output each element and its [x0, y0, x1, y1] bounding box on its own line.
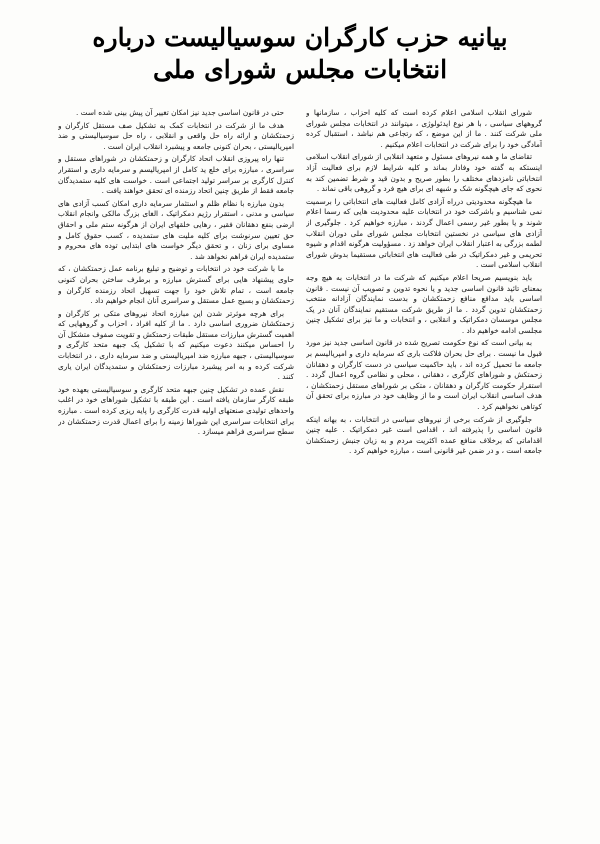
paragraph: به بیانی است که نوع حکومت تصریح شده در قانون اساسی جدید نیز مورد قبول ما نیست . برای حل بحران فلاکت باری که سرمایه داری و امپریالیسم بر جامعه ما تحمیل کرده اند ، باید حاکمیت سیاسی در دست کارگران و دهقانان زحمتکش و شوراهای کارگری ، دهقانی ، محلی و نظامی گروه اعمال گردد . استقرار حکومت کارگران و دهقانان ، متکی بر شوراهای مستقل زحمتکشان ، هدف اساسی انقلاب ایران است و ما از وظایف خود در مبارزه برای تحقق آن کوتاهی نخواهیم کرد .: [306, 338, 542, 412]
right-column: [306, 108, 542, 820]
document-title: [40, 22, 560, 86]
body-columns: [58, 108, 542, 820]
left-column: [58, 108, 294, 820]
paragraph: هدف ما از شرکت در انتخابات کمک به تشکیل صف مستقل کارگران و زحمتکشان و ارائه راه حل واقعی و انقلابی ، راه حل سوسیالیستی و ضد امپریالیستی ، بحران کنونی جامعه و پیشبرد انقلاب ایران است .: [58, 120, 294, 151]
paragraph: شورای انقلاب اسلامی اعلام کرده است که کلیه احزاب ، سازمانها و گروههای سیاسی ، با هر نوع ایدئولوژی ، میتوانند در انتخابات مجلس شورای ملی شرکت کنند . ما از این موضع ، که رتجاعی هم نباشد ، استقبال کرده آمادگی خود را برای شرکت در انتخابات اعلام میکنیم .: [306, 108, 542, 149]
paragraph: ما هیچگونه محدودیتی درراه آزادی کامل فعالیت های انتخاباتی را برسمیت نمی شناسیم و باشرکت خود در انتخابات علیه محدودیت هایی که رسما اعلام شوند و یا بطور غیر رسمی اعمال گردند ، مبارزه خواهیم کرد . جلوگیری از آزادی های سیاسی در نخستین انتخابات مجلس شورای ملی دوران انقلاب لطمه بزرگی به اعتبار انقلاب ایران خواهد زد . مسؤولیت هرگونه اقدام و شیوه تحریمی و غیر دمکراتیک در طی فعالیت های انتخاباتی مستقیما بدوش شورای انقلاب اسلامی است .: [306, 196, 542, 270]
paragraph: برای هرچه موثرتر شدن این مبارزه اتحاد نیروهای متکی بر کارگران و زحمتکشان ضروری اساسی دارد . ما از کلیه افراد ، احزاب و گروههایی که اهمیت گسترش مبارزات مستقل طبقات زحمتکش و تقویت صفوف متشکل آن را احساس میکنند دعوت میکنیم که با تشکیل یک جبهه متحد کارگری و سوسیالیستی ، جبهه مبارزه ضد امپریالیستی و ضد سرمایه داری ، در انتخابات شرکت کرده و به امر پیشبرد مبارزات زحمتکشان و ستمدیدگان ایران یاری کنند .: [58, 308, 294, 382]
paragraph: تنها راه پیروزی انقلاب اتحاد کارگران و زحمتکشان در شوراهای مستقل و سراسری ، مبارزه برای خلع ید کامل از امپریالیسم و سرمایه داری و استقرار کنترل کارگری بر سراسر تولید اجتماعی است . خواست های کلیه ستمدیدگان جامعه فقط از طریق چنین اتحاد رزمنده ای تحقق خواهند یافت .: [58, 154, 294, 196]
paragraph: بدون مبارزه با نظام ظلم و استثمار سرمایه داری امکان کسب آزادی های سیاسی و مدنی ، استقرار رژیم دمکراتیک ، الغای بزرگ مالکی وانجام انقلاب ارضی بنفع دهقانان فقیر ، رهایی خلقهای ایران از هرگونه ستم ملی و احقاق حق تعیین سرنوشت برای کلیه ملیت های ستمدیده ، کسب حقوق کامل و مساوی برای زنان ، و تحقق دیگر خواست های ابتدایی توده های محروم و ستمدیده ایران فراهم نخواهد شد .: [58, 198, 294, 261]
title-line-1: بیانیه حزب کارگران سوسیالیست درباره: [92, 23, 508, 52]
paragraph: باید بنویسیم صریحا اعلام میکنیم که شرکت ما در انتخابات به هیچ وجه بمعنای تائید قانون اساسی جدید و یا نحوه تدوین و تصویب آن نیست . قانون اساسی باید مدافع منافع زحمتکشان و بدست نمایندگان آزادانه منتخب زحمتکشان تدوین گردد . ما از طریق شرکت مستقیم نمایندگان آنان در یک مجلس موسسان دمکراتیک و انقلابی ، و انتخابات و ما نیز برای تشکیل چنین مجلسی ادامه خواهیم داد .: [306, 272, 542, 335]
title-line-2: انتخابات مجلس شورای ملی: [152, 55, 448, 84]
paragraph: ما با شرکت خود در انتخابات و توضیح و تبلیغ برنامه عمل زحمتکشان ، که حاوی پیشنهاد هایی برای گسترش مبارزه و برطرف ساختن بحران کنونی جامعه است ، تمام تلاش خود را جهت تسهیل اتحاد رزمنده کارگران و زحمتکشان و بسیج عمل مستقل و سراسری آنان انجام خواهیم داد .: [58, 264, 294, 306]
paragraph: نقش عمده در تشکیل چنین جبهه متحد کارگری و سوسیالیستی بعهده خود طبقه کارگر سازمان یافته است . این طبقه با تشکیل شوراهای خود در اغلب واحدهای تولیدی صنعتهای اولیه قدرت کارگری را پایه ریزی کرده است . مبارزه برای انتخابات سراسری این شوراها زمینه را برای اعمال قدرت زحمتکشان در سطح سراسری فراهم میسازد .: [58, 384, 294, 437]
paragraph: جلوگیری از شرکت برخی از نیروهای سیاسی در انتخابات ، به بهانه اینکه قانون اساسی را پذیرفته اند ، اقدامی است غیر دمکراتیک . علیه چنین اقداماتی که برخلاف منافع عمده اکثریت مردم و به زیان جنبش زحمتکشان جامعه است ، و در ضمن غیر قانونی است ، مبارزه خواهیم کرد .: [306, 414, 542, 456]
paragraph: تقاضای ما و همه نیروهای مسئول و متعهد انقلابی از شورای انقلاب اسلامی اینستکه به گفته خود وفادار بماند و کلیه شرایط لازم برای فعالیت آزاد انتخاباتی نامزدهای مختلف را بطور صریح و بدون قید و شرط تضمین کند به نحوی که جای هیچگونه شک و شبهه ای برای هیچ فرد و گروهی باقی نماند .: [306, 152, 542, 194]
paragraph: حتی در قانون اساسی جدید نیز امکان تغییر آن پیش بینی شده است .: [76, 108, 284, 117]
